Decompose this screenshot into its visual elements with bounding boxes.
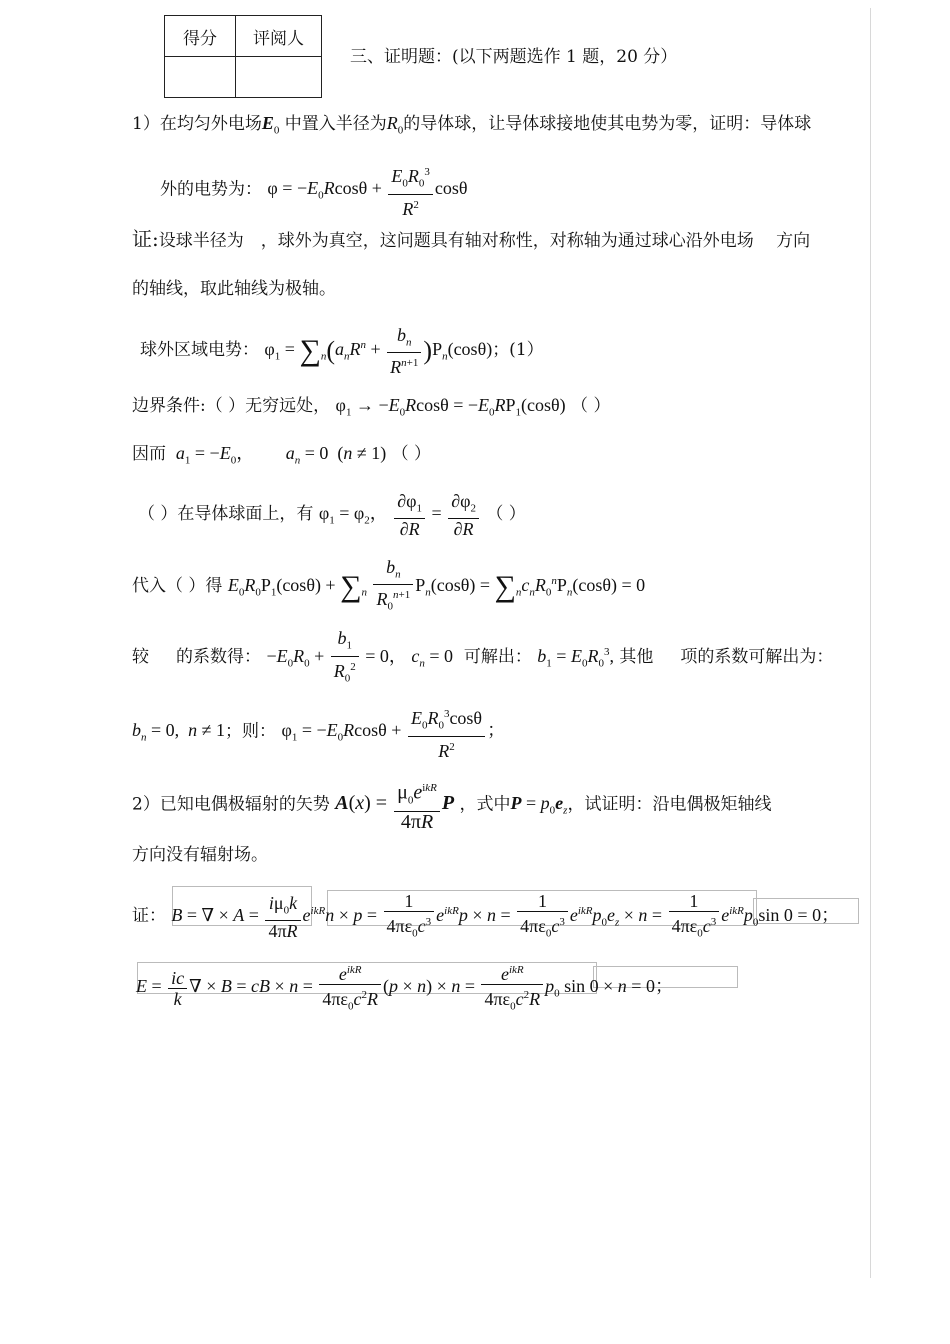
score-table: [164, 15, 322, 98]
eq-final-result: $b_n = 0$, n ≠ 1；则： $\varphi_1 = -E_0Rcos\theta$ + $\frac{E_0R_0^3\cos\theta}{R^2}$ ；: [132, 704, 505, 761]
eq-outer-potential: 球外区域电势： $\varphi_1 = \sum_n(a_nR^n$ + $\frac{b_n}{R^{n+1}}$ )$P_n(\cos\theta)$；(1）: [140, 324, 544, 378]
reviewer-cell[interactable]: [236, 57, 322, 98]
proof1-intro-cont: 的轴线，取此轴线为极轴。: [132, 279, 336, 299]
score-cell[interactable]: [165, 57, 236, 98]
problem1-target-formula: 外的电势为： $\varphi = -E_0Rcos\theta$ + $\frac{E_0R_0^3}{R^2}$ cosθ: [160, 162, 468, 219]
eq-coefficient-compare: 较 的系数得： $-E_0R_0$ + $\frac{b_1}{R_0^2}$ = 0， $c_n = 0$ 可解出： $b_1 = E_0R_0^3$, 其他 项的系数可解出为：: [132, 628, 834, 685]
page-margin-line: [870, 8, 871, 1278]
eq-electric-field: E = $\frac{ic}{k}$ ∇ × B = cB × n = $e^{ikR}$ $4\pi\varepsilon_0c^2R$ (p × n) × n = $e^{ikR}$ $4\pi\varepsilon_0c^2R$ $p_0$ sin 0 × n = 0；: [136, 960, 673, 1017]
eq-boundary-infinity: 边界条件:（ ）无穷远处， $\varphi_1 \to -E_0Rcos\theta = -E_0RP_1(\cos\theta)$ （ ）: [132, 395, 611, 419]
eq-magnetic-field: 证： B = ∇ × A = $\frac{i\mu_0k}{4\pi R}$ $e^{ikR}n \times p$ = $\frac{1}{4\pi\varepsilon_0c^3}$ $e^{ikR}p \times n$ = $\frac{1}{4\pi\varepsilon_0c^3}$ $e^{ikR}p_0e_z \times n$ = $\frac{1}{4\pi\varepsilon_0c^3}$ $e^{ikR}p_0\sin$ 0 = 0；: [132, 890, 840, 942]
problem2-statement: 2）已知电偶极辐射的矢势 A(x) = $\mu_0e^{ikR}$ 4πR P ，式中$P = p_0e_z$，试证明：沿电偶极矩轴线: [132, 778, 771, 834]
eq-substitution: 代入（ ）得 $E_0R_0P_1(\cos\theta) + \sum_n$ $\frac{b_n}{R_0^{n+1}}$ $P_n(\cos\theta) = \sum_nc_nR_0^nP_n(\cos\theta) = 0$: [132, 556, 646, 613]
eq-coefficients-a: 因而 $a_1 = -E_0$， $a_n = 0$ (n ≠ 1) （ ）: [132, 443, 432, 467]
problem1-statement: 1）在均匀外电场$E_0$ 中置入半径为$R_0$的导体球，让导体球接地使其电势为零，证明：导体球: [132, 113, 812, 137]
proof1-intro: 证:设球半径为 ，球外为真空，这问题具有轴对称性，对称轴为通过球心沿外电场 方向: [132, 227, 811, 251]
reviewer-header: 评阅人: [236, 16, 322, 57]
section-title: 三、证明题：(以下两题选作 1 题，20 分）: [350, 47, 678, 67]
problem2-statement-cont: 方向没有辐射场。: [132, 845, 268, 865]
eq-surface-condition: （ ）在导体球面上，有 $\varphi_1 = \varphi_2$， $\frac{\partial\varphi_1}{\partial R}$ = $\frac{\partial\varphi_2}{\partial R}$ （ ）: [138, 490, 526, 540]
score-header: 得分: [165, 16, 236, 57]
